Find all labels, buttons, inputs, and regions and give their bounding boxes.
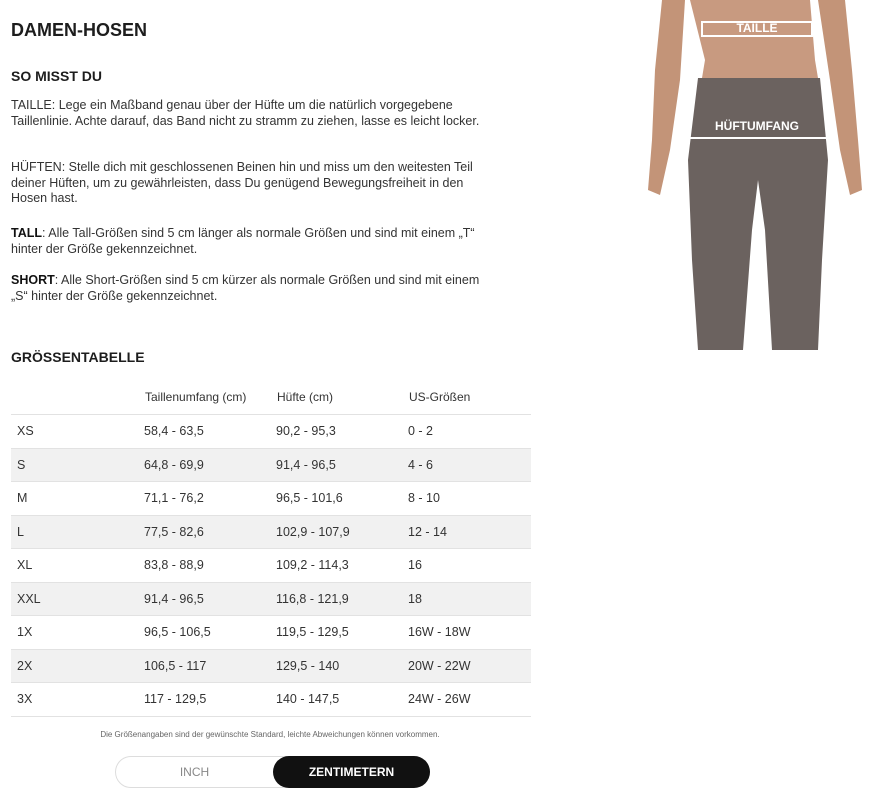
waist-cell: 58,4 - 63,5 bbox=[144, 415, 276, 449]
us-size-cell: 0 - 2 bbox=[408, 415, 531, 449]
us-size-cell: 16 bbox=[408, 549, 531, 583]
us-size-cell: 16W - 18W bbox=[408, 616, 531, 650]
table-row bbox=[11, 415, 531, 449]
us-size-cell: 8 - 10 bbox=[408, 482, 531, 516]
waist-cell: 117 - 129,5 bbox=[144, 683, 276, 717]
centimeter-option[interactable]: ZENTIMETERN bbox=[273, 756, 430, 788]
us-size-cell: 4 - 6 bbox=[408, 448, 531, 482]
hip-cell: 119,5 - 129,5 bbox=[276, 616, 408, 650]
size-cell: XXL bbox=[11, 582, 144, 616]
tall-text: : Alle Tall-Größen sind 5 cm länger als normale Größen und sind mit einem „T“ hinter der Größe gekennzeichnet. bbox=[11, 226, 475, 256]
waist-cell: 83,8 - 88,9 bbox=[144, 549, 276, 583]
size-table bbox=[11, 380, 531, 717]
left-arm bbox=[648, 0, 685, 195]
size-cell: L bbox=[11, 515, 144, 549]
how-to-heading: SO MISST DU bbox=[11, 68, 103, 84]
table-row bbox=[11, 683, 531, 717]
size-cell: S bbox=[11, 448, 144, 482]
table-row bbox=[11, 649, 531, 683]
leggings-measurement-figure bbox=[640, 0, 874, 355]
size-cell: 3X bbox=[11, 683, 144, 717]
tall-label: TALL bbox=[11, 226, 43, 240]
waist-cell: 96,5 - 106,5 bbox=[144, 616, 276, 650]
size-cell: XS bbox=[11, 415, 144, 449]
waist-cell: 71,1 - 76,2 bbox=[144, 482, 276, 516]
waist-cell: 64,8 - 69,9 bbox=[144, 448, 276, 482]
table-row bbox=[11, 582, 531, 616]
disclaimer: Die Größenangaben sind der gewünschte Standard, leichte Abweichungen können vorkommen. bbox=[100, 730, 440, 739]
table-row bbox=[11, 616, 531, 650]
unit-toggle[interactable] bbox=[115, 756, 430, 788]
waist-cell: 77,5 - 82,6 bbox=[144, 515, 276, 549]
hip-cell: 90,2 - 95,3 bbox=[276, 415, 408, 449]
table-row bbox=[11, 549, 531, 583]
table-row bbox=[11, 482, 531, 516]
torso bbox=[690, 0, 820, 90]
us-size-cell: 18 bbox=[408, 582, 531, 616]
hip-cell: 129,5 - 140 bbox=[276, 649, 408, 683]
col-header-size bbox=[11, 380, 144, 415]
hip-cell: 91,4 - 96,5 bbox=[276, 448, 408, 482]
waist-label: TAILLE bbox=[736, 21, 778, 35]
table-row bbox=[11, 515, 531, 549]
hip-cell: 96,5 - 101,6 bbox=[276, 482, 408, 516]
size-cell: XL bbox=[11, 549, 144, 583]
hip-cell: 140 - 147,5 bbox=[276, 683, 408, 717]
page-title: DAMEN-HOSEN bbox=[11, 20, 148, 40]
short-label: SHORT bbox=[11, 273, 55, 287]
hip-cell: 116,8 - 121,9 bbox=[276, 582, 408, 616]
inch-option[interactable]: INCH bbox=[179, 765, 210, 779]
size-cell: 1X bbox=[11, 616, 144, 650]
short-text: : Alle Short-Größen sind 5 cm kürzer als normale Größen und sind mit einem „S“ hinter der Größe gekennzeichnet. bbox=[11, 273, 480, 303]
us-size-cell: 20W - 22W bbox=[408, 649, 531, 683]
hip-cell: 102,9 - 107,9 bbox=[276, 515, 408, 549]
tall-note bbox=[11, 226, 491, 257]
size-cell: 2X bbox=[11, 649, 144, 683]
hip-cell: 109,2 - 114,3 bbox=[276, 549, 408, 583]
hip-instruction: HÜFTEN: Stelle dich mit geschlossenen Beinen hin und miss um den weitesten Teil deiner Hüften, um zu gewährleisten, dass Du genügend Bewegungsfreiheit in den Hosen hast. bbox=[11, 160, 473, 205]
hip-label: HÜFTUMFANG bbox=[715, 119, 799, 133]
short-note bbox=[11, 273, 491, 304]
col-header-us: US-Größen bbox=[409, 390, 471, 404]
col-header-waist: Taillenumfang (cm) bbox=[145, 390, 247, 404]
waist-cell: 106,5 - 117 bbox=[144, 649, 276, 683]
col-header-hip: Hüfte (cm) bbox=[277, 390, 334, 404]
table-row bbox=[11, 448, 531, 482]
size-cell: M bbox=[11, 482, 144, 516]
us-size-cell: 24W - 26W bbox=[408, 683, 531, 717]
size-table-heading: GRÖSSENTABELLE bbox=[11, 349, 145, 365]
waist-instruction: TAILLE: Lege ein Maßband genau über der Hüfte um die natürlich vorgegebene Taillenlinie. Achte darauf, das Band nicht zu stramm zu ziehen, lasse es leicht locker. bbox=[11, 98, 480, 128]
us-size-cell: 12 - 14 bbox=[408, 515, 531, 549]
waist-cell: 91,4 - 96,5 bbox=[144, 582, 276, 616]
